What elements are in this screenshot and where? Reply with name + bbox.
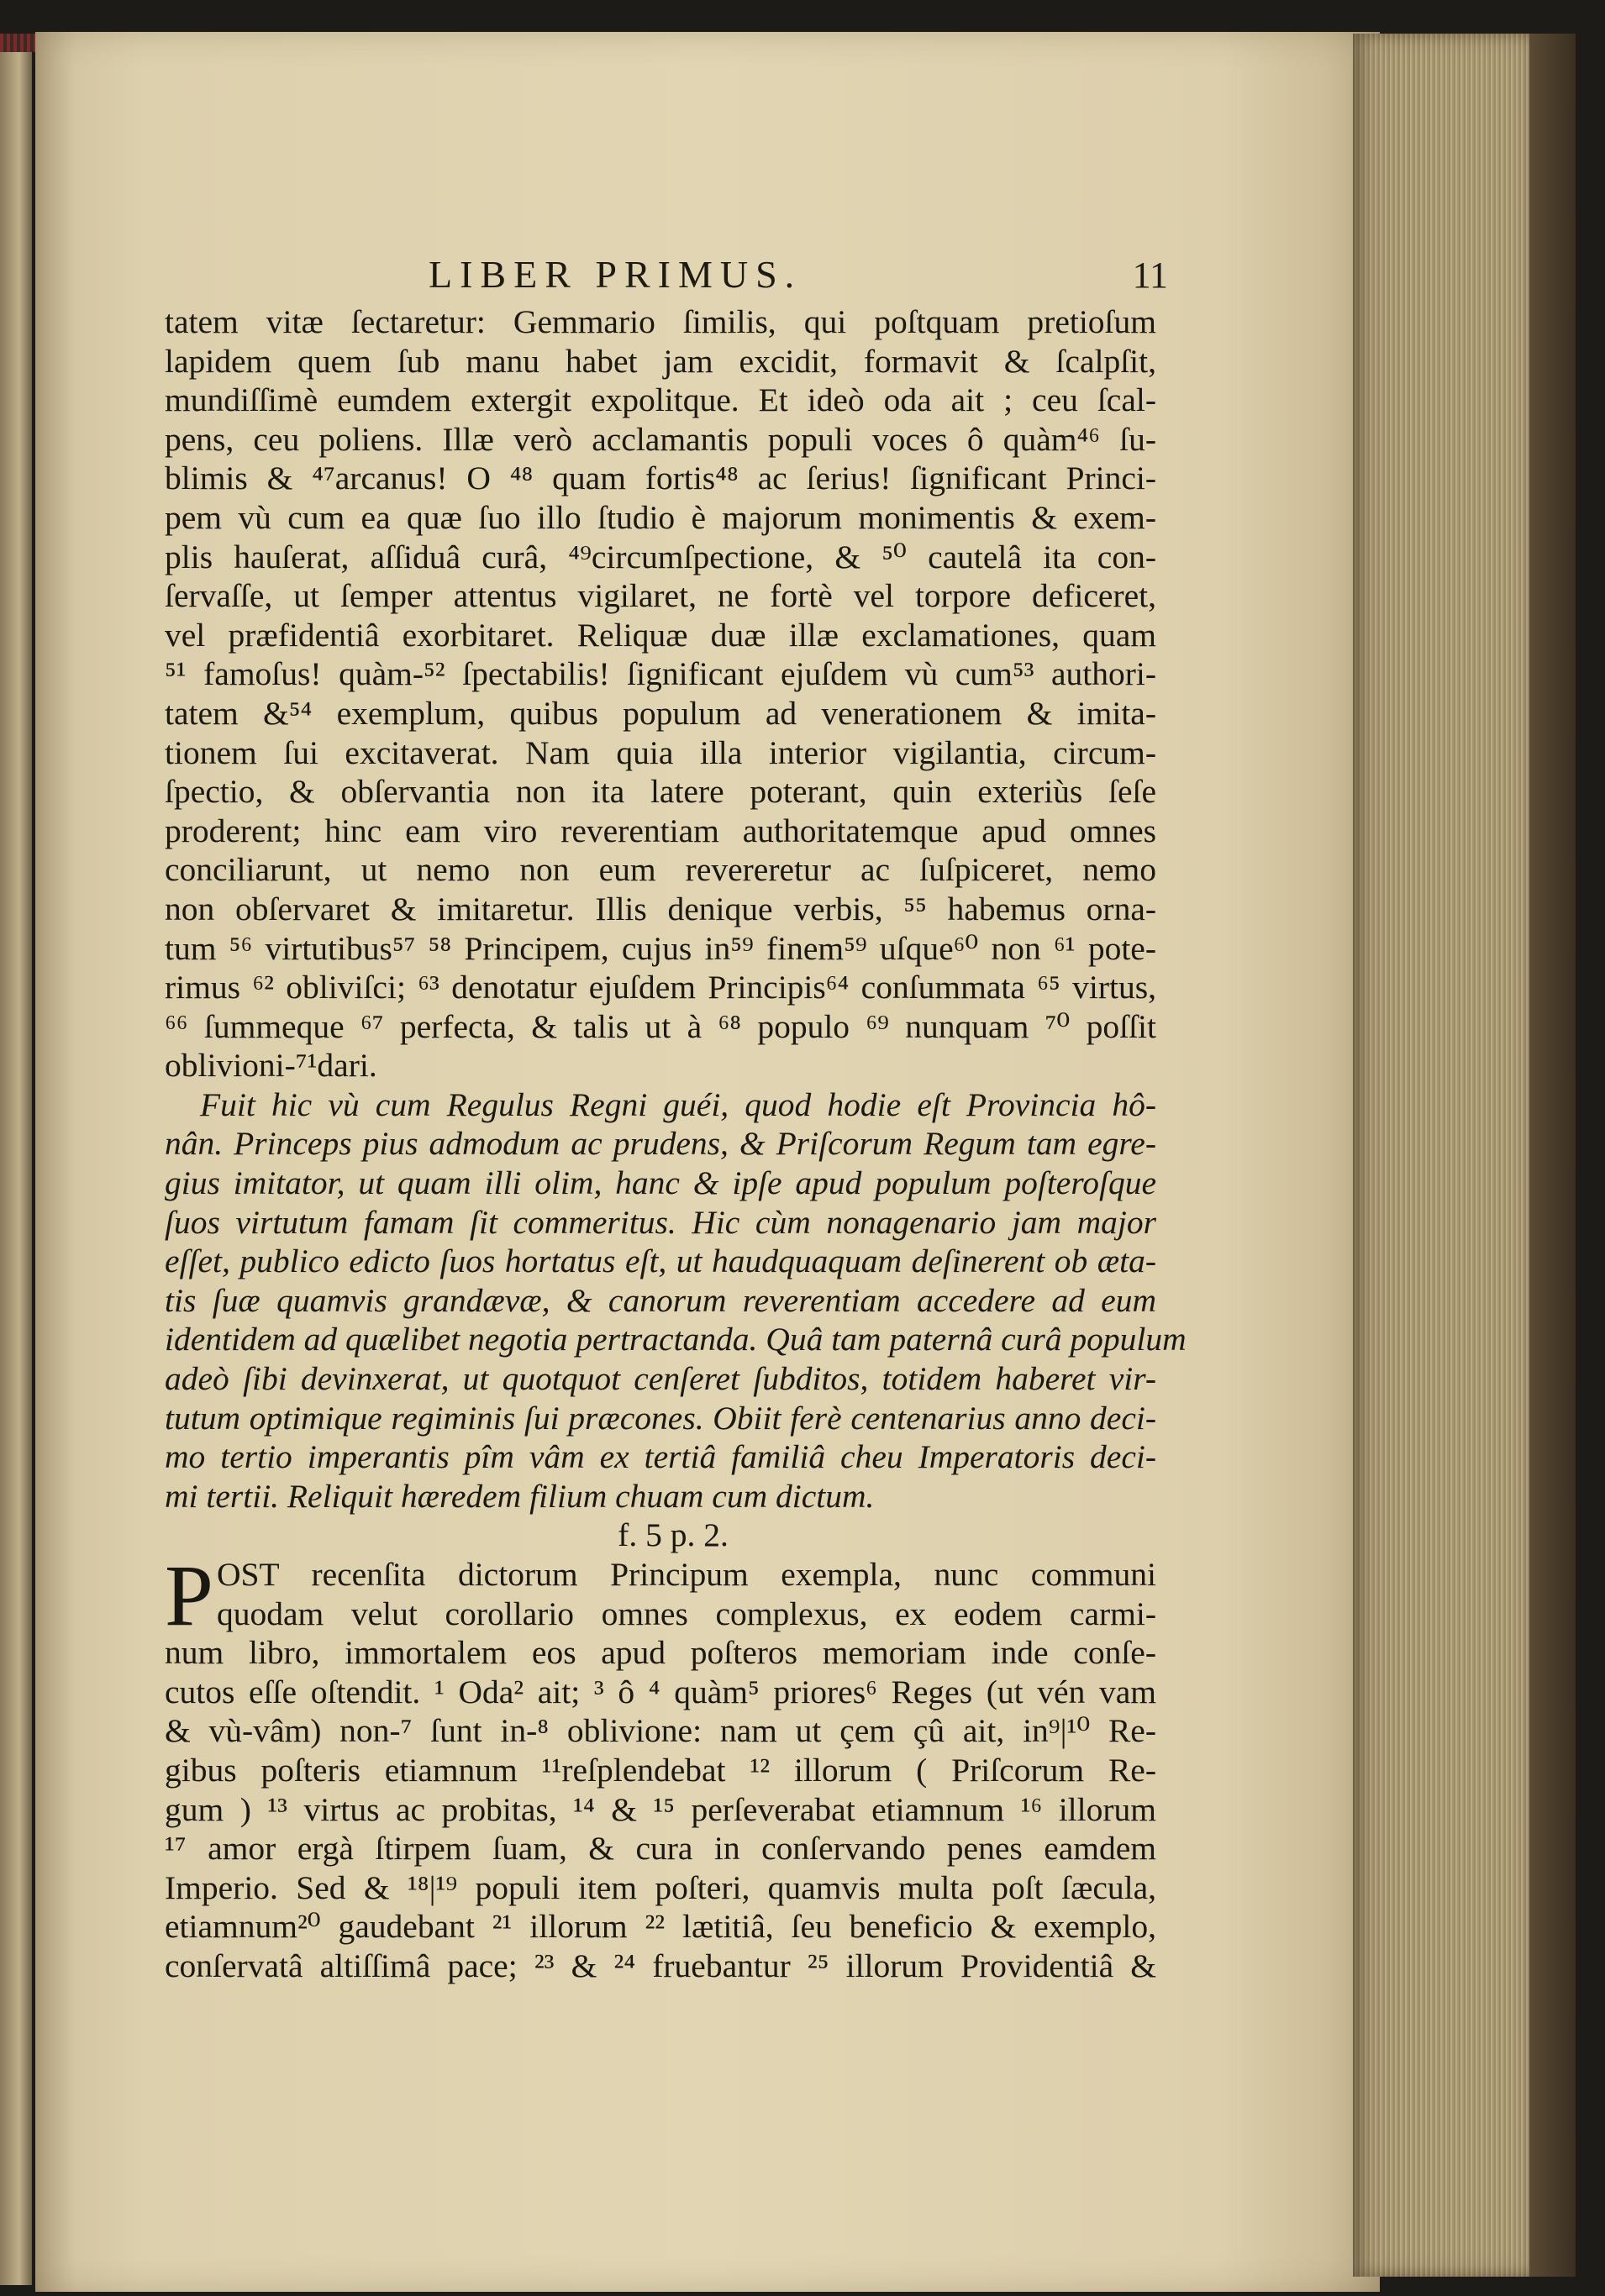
text-line: num libro, immortalem eos apud poſteros memoriam inde conſe- [165, 1634, 1156, 1672]
text-line: Imperio. Sed & ¹⁸|¹⁹ populi item poſteri, quamvis multa poſt ſæcula, [165, 1868, 1156, 1906]
page-number: 11 [1132, 255, 1168, 296]
text-line: ſuos virtutum famam ſit commeritus. Hic cùm nonagenario jam major [165, 1203, 1156, 1241]
text-line: gibus poſteris etiamnum ¹¹reſplendebat ¹² illorum ( Priſcorum Re- [165, 1751, 1156, 1789]
text-line: nân. Princeps pius admodum ac prudens, & Priſcorum Regum tam egre- [165, 1125, 1156, 1163]
text-line: tum ⁵⁶ virtutibus⁵⁷ ⁵⁸ Principem, cujus in⁵⁹ finem⁵⁹ uſque⁶⁰ non ⁶¹ pote- [165, 929, 1156, 967]
book-cover [1529, 34, 1576, 2277]
paragraph-note [165, 1085, 1187, 1516]
text-line: vel præfidentiâ exorbitaret. Reliquæ duæ illæ exclamationes, quam [165, 616, 1156, 654]
text-line: ⁶⁶ ſummeque ⁶⁷ perfecta, & talis ut à ⁶⁸ populo ⁶⁹ nunquam ⁷⁰ poſſit [165, 1007, 1156, 1045]
text-line: OST recenſita dictorum Principum exempla, nunc communi [217, 1556, 1156, 1593]
text-line: & vù-vâm) non-⁷ ſunt in-⁸ oblivione: nam ut çem çû ait, in⁹|¹⁰ Re- [165, 1712, 1156, 1750]
text-line: tatem &⁵⁴ exemplum, quibus populum ad venerationem & imita- [165, 694, 1156, 732]
text-line: plis hauſerat, aſſiduâ curâ, ⁴⁹circumſpectione, & ⁵⁰ cautelâ ita con- [165, 538, 1156, 575]
text-line: conciliarunt, ut nemo non eum revereretur ac ſuſpiceret, nemo [165, 851, 1156, 889]
text-line: proderent; hinc eam viro reverentiam authoritatemque apud omnes [165, 812, 1156, 849]
text-line: tionem ſui excitaverat. Nam quia illa interior vigilantia, circum- [165, 733, 1156, 771]
text-line: cutos eſſe oſtendit. ¹ Oda² ait; ³ ô ⁴ quàm⁵ priores⁶ Reges (ut vén vam [165, 1673, 1156, 1710]
text-line: mi tertii. Reliquit hæredem filium chuam cum dictum. [165, 1477, 875, 1515]
text-line: identidem ad quælibet negotia pertractanda. Quâ tam paternâ curâ populum [165, 1321, 1187, 1358]
drop-cap: P [165, 1547, 213, 1644]
text-line: ¹⁷ amor ergà ſtirpem ſuam, & cura in conſervando penes eamdem [165, 1830, 1156, 1868]
text-line: gum ) ¹³ virtus ac probitas, ¹⁴ & ¹⁵ perſeverabat etiamnum ¹⁶ illorum [165, 1790, 1156, 1828]
text-line: mo tertio imperantis pîm vâm ex tertiâ familiâ cheu Imperatoris deci- [165, 1438, 1156, 1476]
text-line: tis ſuæ quamvis grandævæ, & canorum reverentiam accedere ad eum [165, 1281, 1156, 1319]
text-line: gius imitator, ut quam illi olim, hanc & ipſe apud populum poſteroſque [165, 1164, 1156, 1202]
text-line: lapidem quem ſub manu habet jam excidit, formavit & ſcalpſit, [165, 342, 1156, 380]
text-line: ſervaſſe, ut ſemper attentus vigilaret, ne fortè vel torpore deficeret, [165, 577, 1156, 615]
text-line: quodam velut corollario omnes complexus, ex eodem carmi- [217, 1595, 1156, 1632]
text-line: non obſervaret & imitaretur. Illis denique verbis, ⁵⁵ habemus orna- [165, 890, 1156, 927]
text-line: pens, ceu poliens. Illæ verò acclamantis populi voces ô quàm⁴⁶ ſu- [165, 420, 1156, 458]
text-line: pem vù cum ea quæ ſuo illo ſtudio è majorum monimentis & exem- [165, 498, 1156, 536]
text-block [165, 302, 1187, 1986]
text-line: mundiſſimè eumdem extergit expolitque. Et ideò oda ait ; ceu ſcal- [165, 381, 1156, 419]
paragraph-post [165, 1547, 1156, 1986]
text-line: etiamnum²⁰ gaudebant ²¹ illorum ²² lætitiâ, ſeu beneficio & exemplo, [165, 1908, 1156, 1946]
text-line: tutum optimique regiminis ſui præcones. Obiit ferè centenarius anno deci- [165, 1399, 1156, 1437]
text-line: tatem vitæ ſectaretur: Gemmario ſimilis, qui poſtquam pretioſum [165, 303, 1156, 340]
text-line: blimis & ⁴⁷arcanus! O ⁴⁸ quam fortis⁴⁸ ac ſerius! ſignificant Princi- [165, 460, 1156, 497]
text-line: conſervatâ altiſſimâ pace; ²³ & ²⁴ fruebantur ²⁵ illorum Providentiâ & [165, 1947, 1156, 1984]
running-head [429, 252, 1168, 302]
page-edges [1353, 34, 1529, 2277]
text-line: eſſet, publico edicto ſuos hortatus eſt, ut haudquaquam deſinerent ob æta- [165, 1243, 1156, 1280]
text-line: ⁵¹ famoſus! quàm-⁵² ſpectabilis! ſignificant ejuſdem vù cum⁵³ authori- [165, 655, 1156, 693]
text-line: adeò ſibi devinxerat, ut quotquot cenſeret ſubditos, totidem haberet vir- [165, 1360, 1156, 1398]
section-signature: f. 5 p. 2. [618, 1516, 729, 1554]
text-line: oblivioni-⁷¹dari. [165, 1047, 377, 1085]
text-line: ſpectio, & obſervantia non ita latere poterant, quin exteriùs ſeſe [165, 773, 1156, 811]
text-line: rimus ⁶² obliviſci; ⁶³ denotatur ejuſdem Principis⁶⁴ conſummata ⁶⁵ virtus, [165, 969, 1156, 1006]
facing-page-edge [0, 34, 32, 2285]
running-title: LIBER PRIMUS. [429, 253, 802, 296]
text-line: Fuit hic vù cum Regulus Regni guéi, quod hodie eſt Provincia hô- [200, 1085, 1156, 1123]
paragraph-commentary [165, 302, 1156, 1085]
